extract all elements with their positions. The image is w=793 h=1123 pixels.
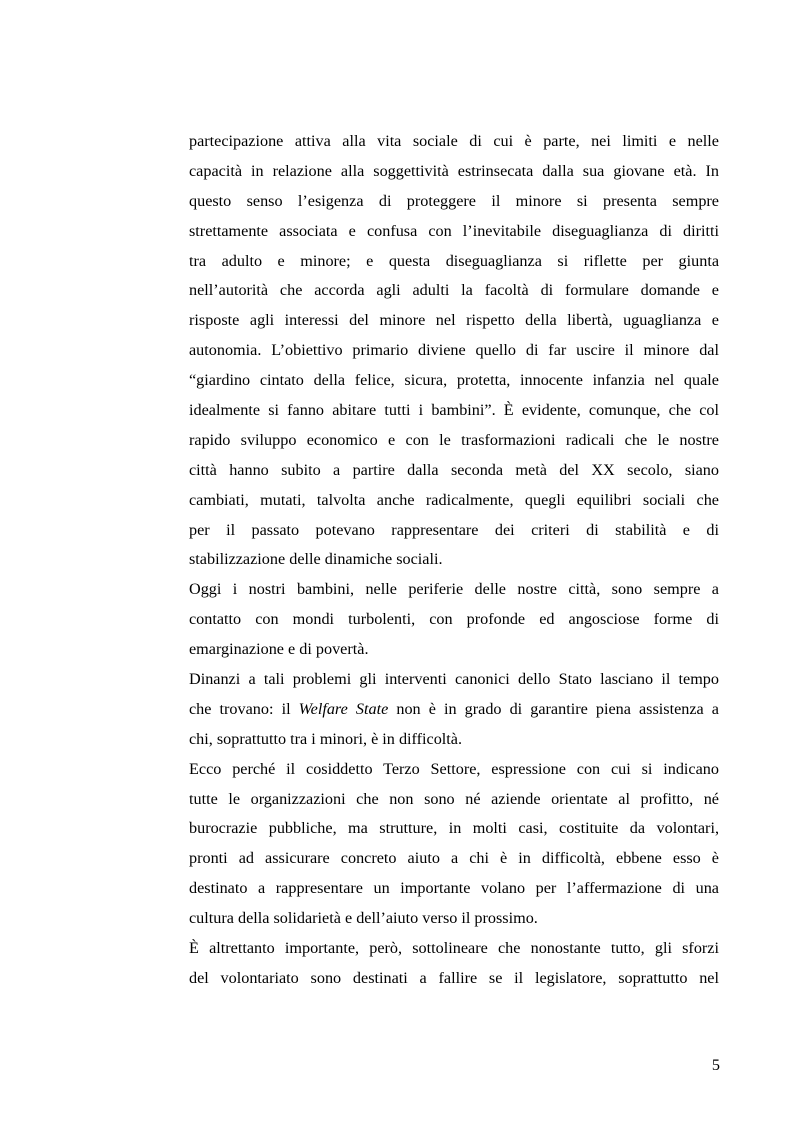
text-line: nell’autorità che accorda agli adulti la facoltà di formulare domande e [189, 281, 719, 300]
italic-term: Welfare State [298, 699, 389, 718]
text-line: contatto con mondi turbolenti, con profonde ed angosciose forme di [189, 610, 719, 629]
text-segment: che trovano: il [189, 699, 299, 718]
text-line: capacità in relazione alla soggettività estrinsecata dalla sua giovane età. In [189, 161, 719, 180]
body-text [189, 127, 719, 994]
text-line: strettamente associata e confusa con l’inevitabile diseguaglianza di diritti [189, 221, 719, 240]
text-line: È altrettanto importante, però, sottolineare che nonostante tutto, gli sforzi [189, 939, 719, 958]
text-line [189, 695, 719, 725]
text-line: “giardino cintato della felice, sicura, protetta, innocente infanzia nel quale [189, 371, 719, 390]
text-line: chi, soprattutto tra i minori, è in difficoltà. [189, 729, 463, 748]
text-line: città hanno subito a partire dalla seconda metà del XX secolo, siano [189, 460, 719, 479]
page-number: 5 [711, 1056, 720, 1074]
text-line: stabilizzazione delle dinamiche sociali. [189, 550, 443, 569]
text-line: questo senso l’esigenza di proteggere il minore si presenta sempre [189, 191, 719, 210]
text-line: burocrazie pubbliche, ma strutture, in molti casi, costituite da volontari, [189, 819, 719, 838]
text-line: partecipazione attiva alla vita sociale di cui è parte, nei limiti e nelle [189, 132, 719, 150]
text-segment: non è in grado di garantire piena assistenza a [388, 699, 719, 718]
text-line: tutte le organizzazioni che non sono né aziende orientate al profitto, né [189, 789, 719, 808]
text-line: tra adulto e minore; e questa diseguaglianza si riflette per giunta [189, 251, 719, 270]
text-line: destinato a rappresentare un importante volano per l’affermazione di una [189, 879, 719, 898]
text-line: per il passato potevano rappresentare dei criteri di stabilità e di [189, 520, 719, 539]
text-line: risposte agli interessi del minore nel rispetto della libertà, uguaglianza e [189, 311, 719, 330]
text-line: pronti ad assicurare concreto aiuto a chi è in difficoltà, ebbene esso è [189, 849, 719, 868]
text-line: autonomia. L’obiettivo primario diviene quello di far uscire il minore dal [189, 341, 719, 360]
text-line: Oggi i nostri bambini, nelle periferie delle nostre città, sono sempre a [189, 580, 719, 599]
text-line: emarginazione e di povertà. [189, 640, 369, 659]
text-line: del volontariato sono destinati a fallire se il legislatore, soprattutto nel [189, 968, 719, 987]
text-line: Dinanzi a tali problemi gli interventi canonici dello Stato lasciano il tempo [189, 670, 719, 689]
text-line: cambiati, mutati, talvolta anche radicalmente, quegli equilibri sociali che [189, 490, 719, 509]
text-line: cultura della solidarietà e dell’aiuto verso il prossimo. [189, 909, 538, 928]
text-line: idealmente si fanno abitare tutti i bambini”. È evidente, comunque, che col [189, 401, 719, 420]
text-line: rapido sviluppo economico e con le trasformazioni radicali che le nostre [189, 430, 719, 449]
text-line: Ecco perché il cosiddetto Terzo Settore, espressione con cui si indicano [189, 759, 719, 778]
